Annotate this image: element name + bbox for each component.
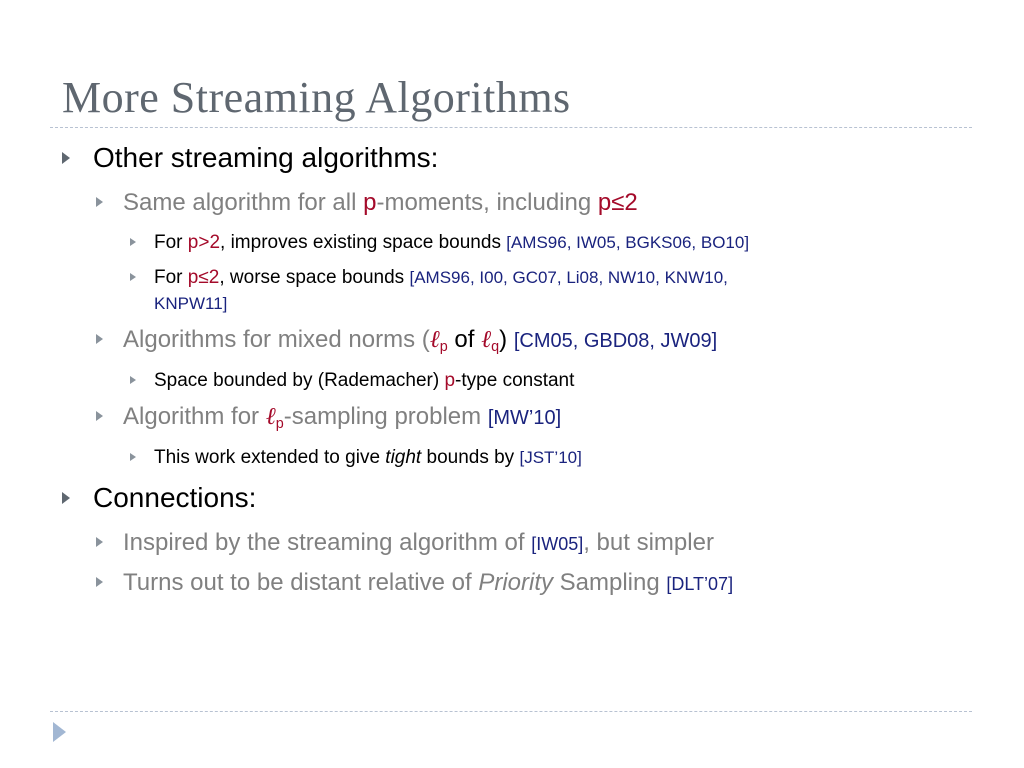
triangle-bullet-icon — [96, 577, 103, 587]
footer-divider — [50, 711, 972, 712]
citation: [MW’10] — [487, 407, 562, 429]
bullet-p-greater-2: For p>2, improves existing space bounds [AMS96, IW05, BGKS06, BO10] — [154, 232, 749, 254]
play-arrow-icon[interactable] — [53, 722, 66, 742]
bullet-rademacher: Space bounded by (Rademacher) p-type constant — [154, 370, 574, 392]
bullet-same-algorithm: Same algorithm for all p-moments, including p≤2 — [123, 189, 638, 217]
citation: [AMS96, IW05, BGKS06, BO10] — [506, 233, 750, 252]
bullet-p-leq-2-continued — [154, 293, 227, 315]
title-divider — [50, 127, 972, 128]
bullet-mixed-norms: Algorithms for mixed norms (ℓ$_p$ of ℓ$_q$) [CM05, GBD08, JW09] — [123, 326, 717, 355]
citation: KNPW11] — [154, 294, 228, 313]
triangle-bullet-icon — [130, 453, 136, 461]
citation: [DLT’07] — [666, 574, 734, 594]
bullet-connections: Connections: — [93, 482, 256, 514]
triangle-bullet-icon — [96, 334, 103, 344]
bullet-priority-sampling: Turns out to be distant relative of Priority Sampling [DLT’07] — [123, 569, 733, 597]
bullet-other-streaming-algorithms: Other streaming algorithms: — [93, 142, 438, 174]
citation: [IW05] — [531, 534, 584, 554]
triangle-bullet-icon — [96, 197, 103, 207]
triangle-bullet-icon — [96, 537, 103, 547]
citation: [AMS96, I00, GC07, Li08, NW10, KNW10, — [409, 268, 728, 287]
triangle-bullet-icon — [62, 492, 70, 504]
triangle-bullet-icon — [130, 273, 136, 281]
citation: [CM05, GBD08, JW09] — [513, 330, 718, 352]
bullet-tight-bounds: This work extended to give tight bounds by [JST’10] — [154, 447, 582, 469]
triangle-bullet-icon — [62, 152, 70, 164]
citation: [JST’10] — [519, 448, 582, 467]
slide-title: More Streaming Algorithms — [62, 73, 571, 122]
triangle-bullet-icon — [96, 411, 103, 421]
bullet-p-leq-2: For p≤2, worse space bounds [AMS96, I00, GC07, Li08, NW10, KNW10, — [154, 267, 728, 289]
bullet-inspired-by: Inspired by the streaming algorithm of [IW05], but simpler — [123, 529, 714, 557]
bullet-lp-sampling: Algorithm for ℓ$_p$-sampling problem [MW’10] — [123, 403, 561, 432]
triangle-bullet-icon — [130, 376, 136, 384]
triangle-bullet-icon — [130, 238, 136, 246]
